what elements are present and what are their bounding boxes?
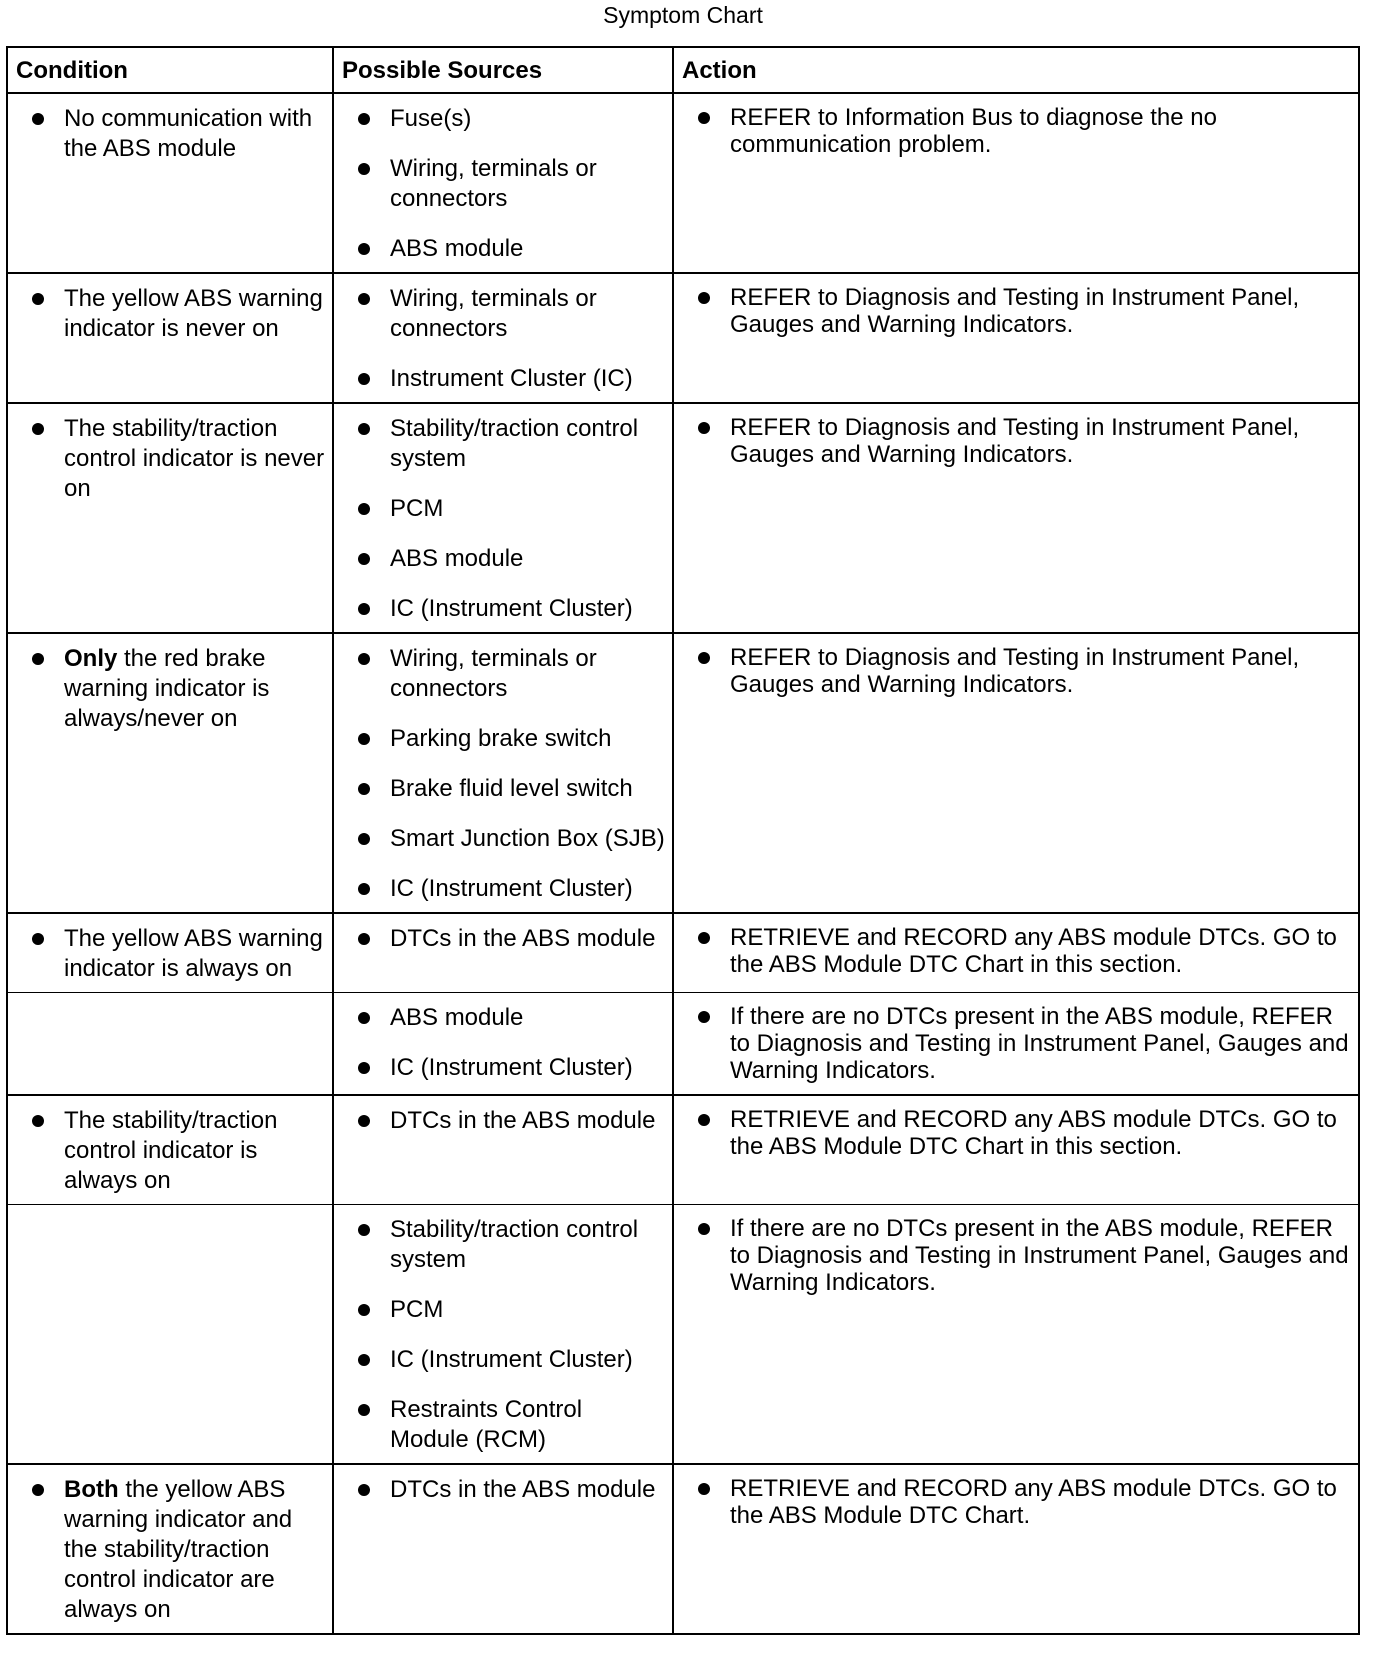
list-item: DTCs in the ABS module <box>334 1106 666 1136</box>
header-row <box>7 47 1359 93</box>
table-row <box>7 993 1359 1095</box>
bullet-icon <box>32 1115 44 1127</box>
bullet-icon <box>358 373 370 385</box>
bullet-icon <box>698 1223 710 1235</box>
table-row <box>7 93 1359 273</box>
list-item: Instrument Cluster (IC) <box>334 364 666 394</box>
bullet-icon <box>698 112 710 124</box>
list-item: ABS module <box>334 1003 666 1033</box>
bullet-icon <box>32 293 44 305</box>
bullet-icon <box>698 422 710 434</box>
list-item: IC (Instrument Cluster) <box>334 594 666 624</box>
list-item: ABS module <box>334 544 666 574</box>
list-item: If there are no DTCs present in the ABS module, REFER to Diagnosis and Testing in Instrument Panel, Gauges and Warning Indicators. <box>674 1003 1352 1084</box>
sources-cell <box>333 1095 673 1205</box>
action-cell <box>673 93 1359 273</box>
bullet-icon <box>358 1012 370 1024</box>
action-cell <box>673 913 1359 993</box>
bullet-icon <box>358 1062 370 1074</box>
header-action: Action <box>673 47 1359 93</box>
bullet-icon <box>358 1115 370 1127</box>
bullet-icon <box>358 113 370 125</box>
list-item: The stability/traction control indicator is always on <box>8 1106 326 1196</box>
sources-cell <box>333 1204 673 1464</box>
bullet-icon <box>358 553 370 565</box>
list-item: Fuse(s) <box>334 104 666 134</box>
bullet-icon <box>358 243 370 255</box>
list-item: Restraints Control Module (RCM) <box>334 1395 666 1455</box>
bullet-icon <box>358 1354 370 1366</box>
list-item: The stability/traction control indicator is never on <box>8 414 326 504</box>
list-item: REFER to Diagnosis and Testing in Instrument Panel, Gauges and Warning Indicators. <box>674 414 1352 468</box>
sources-cell <box>333 993 673 1095</box>
condition-cell <box>7 93 333 273</box>
table-row <box>7 403 1359 633</box>
list-item: Both the yellow ABS warning indicator and the stability/traction control indicator are always on <box>8 1475 326 1625</box>
list-item: PCM <box>334 494 666 524</box>
list-item: REFER to Diagnosis and Testing in Instrument Panel, Gauges and Warning Indicators. <box>674 284 1352 338</box>
table-row <box>7 1464 1359 1634</box>
bullet-icon <box>358 1484 370 1496</box>
sources-cell <box>333 633 673 913</box>
list-item: REFER to Information Bus to diagnose the no communication problem. <box>674 104 1352 158</box>
list-item: RETRIEVE and RECORD any ABS module DTCs. GO to the ABS Module DTC Chart in this section. <box>674 1106 1352 1160</box>
bullet-icon <box>32 113 44 125</box>
bullet-icon <box>698 932 710 944</box>
condition-cell <box>7 403 333 633</box>
bullet-icon <box>358 1404 370 1416</box>
table-row <box>7 1095 1359 1205</box>
condition-cell <box>7 913 333 993</box>
list-item: RETRIEVE and RECORD any ABS module DTCs. GO to the ABS Module DTC Chart. <box>674 1475 1352 1529</box>
bullet-icon <box>358 163 370 175</box>
list-item: Smart Junction Box (SJB) <box>334 824 666 854</box>
bullet-icon <box>358 423 370 435</box>
list-item: IC (Instrument Cluster) <box>334 1345 666 1375</box>
bullet-icon <box>698 1011 710 1023</box>
action-cell <box>673 993 1359 1095</box>
table-row <box>7 1204 1359 1464</box>
list-item: The yellow ABS warning indicator is never on <box>8 284 326 344</box>
header-possible-sources: Possible Sources <box>333 47 673 93</box>
bullet-icon <box>32 653 44 665</box>
bullet-icon <box>698 652 710 664</box>
bullet-icon <box>358 933 370 945</box>
bullet-icon <box>698 1483 710 1495</box>
table-row <box>7 913 1359 993</box>
bullet-icon <box>358 503 370 515</box>
list-item: No communication with the ABS module <box>8 104 326 164</box>
chart-title: Symptom Chart <box>603 2 763 28</box>
sources-cell <box>333 403 673 633</box>
action-cell <box>673 1204 1359 1464</box>
table-row <box>7 273 1359 403</box>
bullet-icon <box>698 1114 710 1126</box>
sources-cell <box>333 1464 673 1634</box>
list-item: Wiring, terminals or connectors <box>334 644 666 704</box>
bullet-icon <box>358 733 370 745</box>
list-item: DTCs in the ABS module <box>334 1475 666 1505</box>
list-item: Brake fluid level switch <box>334 774 666 804</box>
sources-cell <box>333 93 673 273</box>
bullet-icon <box>32 1484 44 1496</box>
list-item: IC (Instrument Cluster) <box>334 1053 666 1083</box>
bullet-icon <box>358 653 370 665</box>
bullet-icon <box>358 1224 370 1236</box>
list-item: DTCs in the ABS module <box>334 924 666 954</box>
condition-cell <box>7 633 333 913</box>
condition-cell <box>7 993 333 1095</box>
list-item: IC (Instrument Cluster) <box>334 874 666 904</box>
table-row <box>7 633 1359 913</box>
list-item: If there are no DTCs present in the ABS module, REFER to Diagnosis and Testing in Instrument Panel, Gauges and Warning Indicators. <box>674 1215 1352 1296</box>
list-item: Only the red brake warning indicator is always/never on <box>8 644 326 734</box>
header-condition: Condition <box>7 47 333 93</box>
action-cell <box>673 633 1359 913</box>
bullet-icon <box>32 933 44 945</box>
list-item: Parking brake switch <box>334 724 666 754</box>
symptom-chart-table <box>6 46 1360 1635</box>
action-cell <box>673 1464 1359 1634</box>
action-cell <box>673 403 1359 633</box>
action-cell <box>673 273 1359 403</box>
list-item: Stability/traction control system <box>334 414 666 474</box>
list-item: REFER to Diagnosis and Testing in Instrument Panel, Gauges and Warning Indicators. <box>674 644 1352 698</box>
list-item: ABS module <box>334 234 666 264</box>
condition-cell <box>7 1095 333 1205</box>
action-cell <box>673 1095 1359 1205</box>
bullet-icon <box>358 293 370 305</box>
bullet-icon <box>32 423 44 435</box>
bullet-icon <box>358 883 370 895</box>
bullet-icon <box>698 292 710 304</box>
bullet-icon <box>358 833 370 845</box>
sources-cell <box>333 273 673 403</box>
bullet-icon <box>358 783 370 795</box>
condition-cell <box>7 1204 333 1464</box>
bullet-icon <box>358 603 370 615</box>
list-item: Wiring, terminals or connectors <box>334 154 666 214</box>
condition-cell <box>7 273 333 403</box>
list-item: Wiring, terminals or connectors <box>334 284 666 344</box>
list-item: The yellow ABS warning indicator is always on <box>8 924 326 984</box>
bullet-icon <box>358 1304 370 1316</box>
list-item: Stability/traction control system <box>334 1215 666 1275</box>
list-item: RETRIEVE and RECORD any ABS module DTCs. GO to the ABS Module DTC Chart in this section. <box>674 924 1352 978</box>
list-item: PCM <box>334 1295 666 1325</box>
condition-cell <box>7 1464 333 1634</box>
sources-cell <box>333 913 673 993</box>
